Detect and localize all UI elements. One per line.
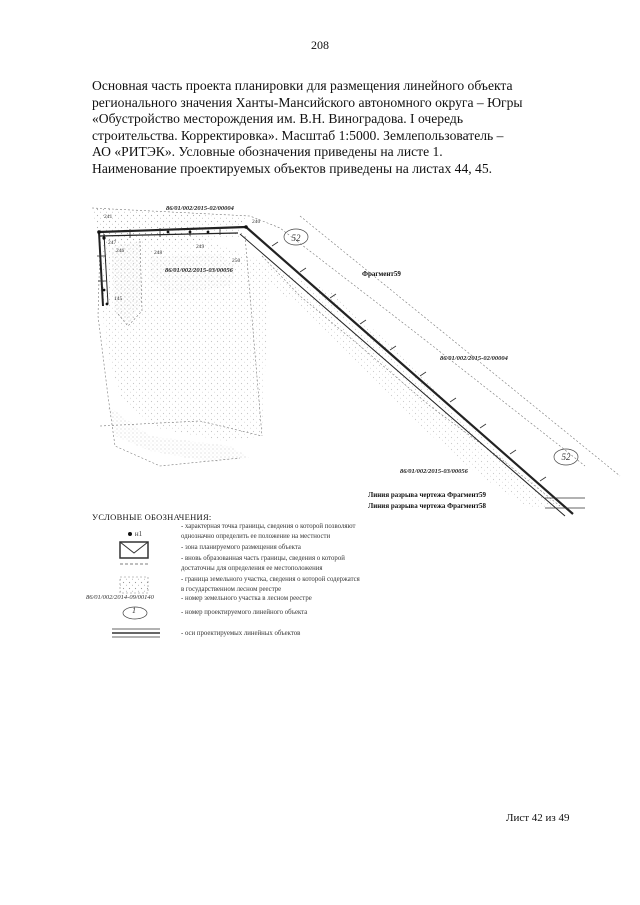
- legend-item-text: [181, 522, 421, 542]
- legend-item-text: [181, 575, 421, 595]
- legend-text-line: - вновь образованная часть границы, сведения о которой: [181, 555, 345, 562]
- planning-map: [0, 196, 640, 526]
- page-number: 208: [311, 38, 329, 52]
- break-line-58-label: Линия разрыва чертежа Фрагмент58: [368, 502, 487, 510]
- legend-text-line: в государственном лесном реестре: [181, 586, 282, 593]
- heading-line: строительства. Корректировка». Масштаб 1:5000. Землепользователь –: [92, 127, 504, 143]
- drawing-heading: [92, 78, 562, 177]
- new-boundary-icon: [92, 559, 178, 571]
- break-line-59-label: Линия разрыва чертежа Фрагмент59: [368, 491, 487, 499]
- heading-line: Наименование проектируемых объектов приведены на листах 44, 45.: [92, 160, 493, 176]
- legend-text-line: - номер проектируемого линейного объекта: [181, 609, 308, 616]
- axis-lines-icon: [92, 626, 178, 644]
- legend-item-text: [181, 608, 421, 618]
- legend-text-line: достаточны для определения ее местоположения: [181, 565, 323, 572]
- point-label-145: 145: [114, 296, 123, 302]
- map-drawing: [0, 196, 640, 526]
- legend-text-line: - граница земельного участка, сведения о которой содержатся: [181, 576, 360, 583]
- heading-line: регионального значения Ханты-Мансийского автономного округа – Югры: [92, 94, 523, 110]
- object-number-icon: [92, 606, 178, 622]
- legend: [86, 512, 452, 637]
- legend-item-forest-number: [86, 594, 432, 606]
- point-marker-icon: [92, 530, 178, 538]
- legend-title: УСЛОВНЫЕ ОБОЗНАЧЕНИЯ:: [92, 512, 212, 522]
- heading-line: «Обустройство месторождения им. В.Н. Виноградова. I очередь: [92, 111, 464, 126]
- legend-text-line: - оси проектируемых линейных объектов: [181, 630, 301, 637]
- legend-item-new-boundary: [92, 554, 432, 576]
- legend-text-line: - характерная точка границы, сведения о которой позволяют: [181, 523, 356, 530]
- legend-item-text: [181, 594, 421, 604]
- point-label-240: 240: [252, 219, 261, 225]
- object-number-symbol: 1: [132, 606, 136, 615]
- fragment-label: Фрагмент59: [362, 270, 401, 278]
- point-label-241: 241: [104, 214, 113, 220]
- legend-item-axes: [92, 626, 432, 642]
- point-label-247: 247: [108, 240, 117, 246]
- point-label-250: 250: [232, 258, 241, 264]
- legend-item-text: [181, 543, 421, 553]
- parcel-label-top: 86/01/002/2015-02/00004: [166, 205, 234, 212]
- point-symbol-label: н1: [134, 530, 143, 538]
- point-label-248: 248: [154, 250, 163, 256]
- parcel-label-bottom: 86/01/002/2015-03/00056: [400, 468, 468, 475]
- legend-text-line: - зона планируемого размещения объекта: [181, 544, 301, 551]
- legend-text-line: - номер земельного участка в лесном реестре: [181, 595, 312, 602]
- object-number-label-2: 52: [561, 452, 571, 462]
- point-label-246: 246: [116, 248, 125, 254]
- legend-item-object-number: [92, 608, 432, 622]
- point-label-249: 249: [196, 244, 205, 250]
- parcel-label-mid: 86/01/002/2015-03/00056: [165, 267, 233, 274]
- sheet-number: Лист 42 из 49: [506, 812, 570, 824]
- legend-item-text: [181, 629, 421, 639]
- forest-number-symbol: 86/01/002/2014-09/00140: [86, 594, 154, 601]
- heading-line: АО «РИТЭК». Условные обозначения приведены на листе 1.: [92, 144, 443, 159]
- legend-item-text: [181, 554, 421, 574]
- heading-line: Основная часть проекта планировки для размещения линейного объекта: [92, 78, 513, 93]
- object-number-label: 52: [291, 233, 301, 243]
- parcel-label-right: 86/01/002/2015-02/00004: [440, 355, 508, 362]
- legend-text-line: однозначно определить ее положение на местности: [181, 533, 331, 540]
